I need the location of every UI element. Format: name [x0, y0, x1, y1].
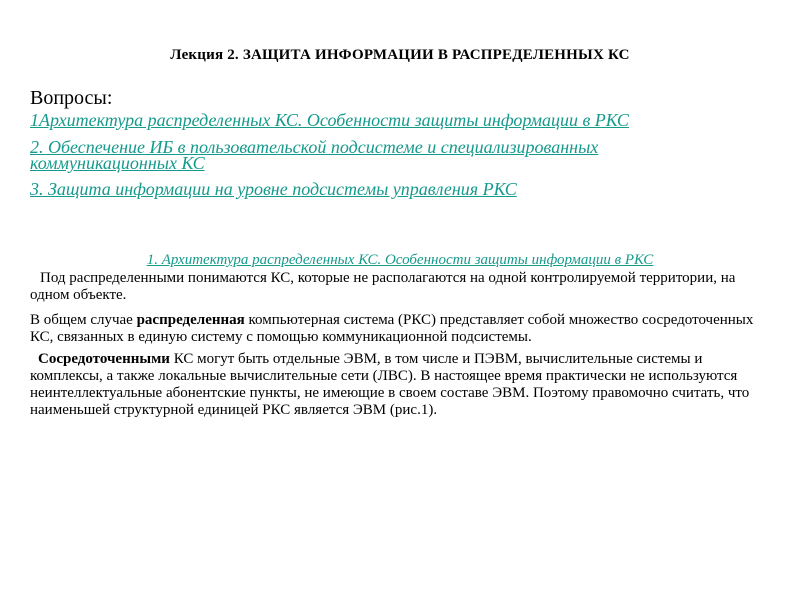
paragraph-2-text-b: компьютерная система (РКС) представляет собой множество сосредоточенных КС, связанных в единую систему с помощью коммуникационной подсистемы. [30, 312, 754, 345]
section-heading-link[interactable]: 1. Архитектура распределенных КС. Особенности защиты информации в РКС [146, 252, 654, 268]
questions-heading: Вопросы: [30, 87, 113, 109]
paragraph-2-text-a: В общем случае [30, 312, 137, 328]
paragraph-3-term: Сосредоточенными [38, 351, 170, 367]
paragraph-3-text: КС могут быть отдельные ЭВМ, в том числе и ПЭВМ, вычислительные системы и комплексы, а также локальные вычислительные сети (ЛВС). В настоящее время практически не используются неинтеллектуальные абонентские пункты, не имеющие в своем составе ЭВМ. Поэтому правомочно считать, что наименьшей структурной единицей РКС является ЭВМ (рис.1). [30, 351, 750, 418]
question-link-1[interactable]: 1Архитектура распределенных КС. Особенности защиты информации в РКС [30, 110, 629, 130]
paragraph-2-term: распределенная [136, 312, 245, 328]
paragraph-2 [30, 312, 770, 346]
paragraph-1-text: Под распределенными понимаются КС, которые не располагаются на одной контролируемой территории, на одном объекте. [30, 270, 736, 303]
paragraph-1 [30, 270, 770, 304]
question-link-2[interactable]: 2. Обеспечение ИБ в пользовательской подсистеме и специализированных коммуникационных КС [30, 137, 599, 173]
question-link-3[interactable]: 3. Защита информации на уровне подсистемы управления РКС [30, 179, 517, 199]
paragraph-3 [30, 351, 770, 419]
lecture-title: Лекция 2. ЗАЩИТА ИНФОРМАЦИИ В РАСПРЕДЕЛЕННЫХ КС [170, 47, 630, 63]
